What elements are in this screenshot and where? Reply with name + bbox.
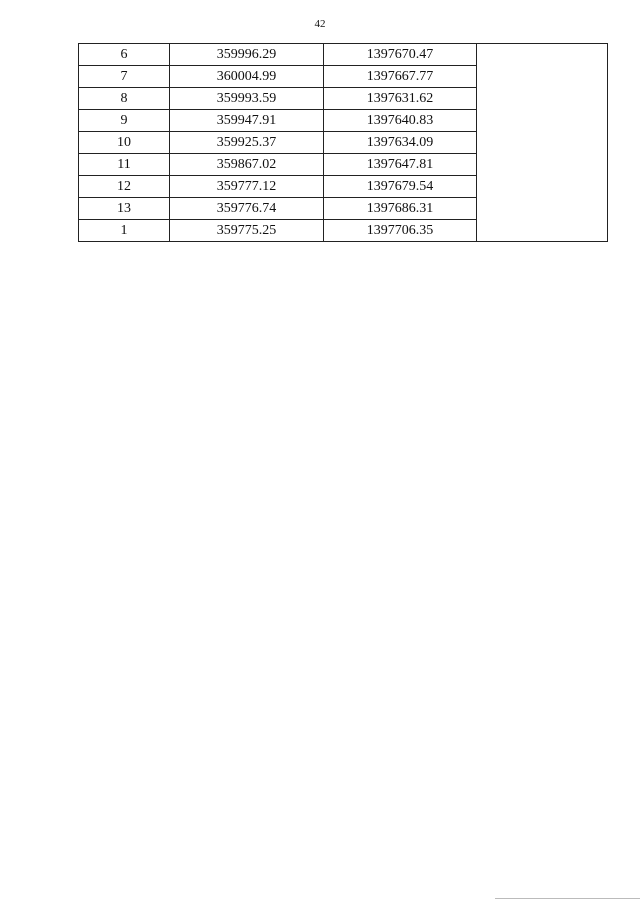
point-number-cell: 12 [79, 176, 170, 198]
x-coordinate-cell: 359776.74 [170, 198, 324, 220]
point-number-cell: 11 [79, 154, 170, 176]
table-row [79, 44, 608, 66]
x-coordinate-cell: 359777.12 [170, 176, 324, 198]
point-number-cell: 10 [79, 132, 170, 154]
y-coordinate-cell: 1397679.54 [324, 176, 477, 198]
y-coordinate-cell: 1397686.31 [324, 198, 477, 220]
point-number-cell: 1 [79, 220, 170, 242]
x-coordinate-cell: 359993.59 [170, 88, 324, 110]
y-coordinate-cell: 1397631.62 [324, 88, 477, 110]
y-coordinate-cell: 1397706.35 [324, 220, 477, 242]
y-coordinate-cell: 1397670.47 [324, 44, 477, 66]
y-coordinate-cell: 1397634.09 [324, 132, 477, 154]
x-coordinate-cell: 359947.91 [170, 110, 324, 132]
y-coordinate-cell: 1397647.81 [324, 154, 477, 176]
point-number-cell: 13 [79, 198, 170, 220]
footer-rule [495, 898, 640, 899]
page-number: 42 [314, 18, 326, 30]
x-coordinate-cell: 359996.29 [170, 44, 324, 66]
x-coordinate-cell: 359925.37 [170, 132, 324, 154]
point-number-cell: 6 [79, 44, 170, 66]
x-coordinate-cell: 359867.02 [170, 154, 324, 176]
y-coordinate-cell: 1397667.77 [324, 66, 477, 88]
point-number-cell: 9 [79, 110, 170, 132]
x-coordinate-cell: 360004.99 [170, 66, 324, 88]
x-coordinate-cell: 359775.25 [170, 220, 324, 242]
point-number-cell: 8 [79, 88, 170, 110]
point-number-cell: 7 [79, 66, 170, 88]
y-coordinate-cell: 1397640.83 [324, 110, 477, 132]
merged-blank-cell [477, 44, 608, 242]
coordinates-table [78, 43, 608, 242]
